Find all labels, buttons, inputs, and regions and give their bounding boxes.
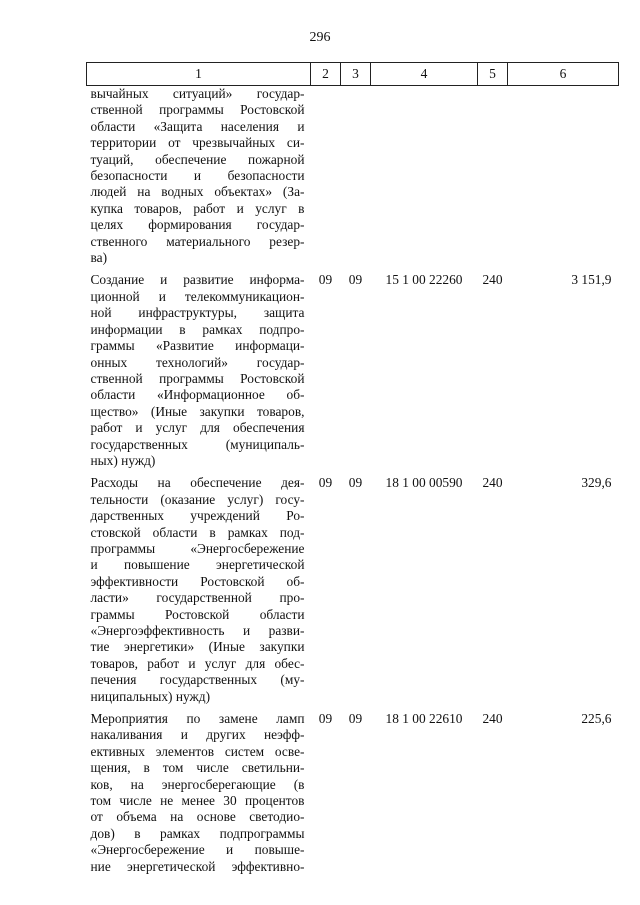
description-line: ственной программы Ростовской (90, 102, 305, 118)
description-line: «Энергоэффективность и разви- (90, 623, 305, 638)
description-line: Мероприятия по замене ламп (90, 711, 305, 727)
description-line: Расходы на обеспечение дея- (90, 475, 305, 491)
description-line: ственной программы Ростовской (90, 370, 305, 386)
column-number-header (87, 63, 619, 86)
page-number: 296 (309, 30, 331, 45)
description-line: ных) нужд) (90, 452, 156, 468)
column-header-6: 6 (508, 63, 619, 86)
subsection-code: 09 (348, 475, 363, 491)
target-article-code: 18 1 00 00590 (385, 475, 463, 491)
column-header-2: 2 (311, 63, 341, 86)
column-header-4: 4 (371, 63, 478, 86)
description-line: работ и услуг для обеспечения (90, 420, 305, 436)
expense-type-code: 240 (482, 711, 503, 727)
target-article-code: 15 1 00 22260 (385, 272, 463, 288)
table-row (87, 272, 619, 469)
amount: 3 151,9 (571, 272, 612, 288)
table-row (87, 475, 619, 705)
description-line: купка товаров, работ и услуг в (90, 200, 305, 216)
description-line: туаций, обеспечение пожарной (90, 151, 305, 167)
section-code: 09 (318, 711, 333, 727)
description-line: ционной и телекоммуникацион- (90, 288, 305, 304)
description-line: граммы Ростовской области (90, 606, 305, 622)
row-description (87, 711, 311, 875)
description-line: области «Информационное об- (90, 387, 305, 403)
description-line: том числе не менее 30 процентов (90, 793, 305, 809)
description-line: ков, на энергосберегающие (в (90, 776, 305, 792)
expense-type-code: 240 (482, 272, 503, 288)
section-code: 09 (318, 272, 333, 288)
description-line: тие энергетики» (Иные закупки (90, 639, 305, 655)
table-row (87, 86, 619, 267)
description-line: печения государственных (му- (90, 672, 305, 688)
subsection-code (341, 86, 371, 267)
budget-table (86, 62, 619, 875)
target-article-code (371, 86, 478, 267)
description-line: щения, в том числе светильни- (90, 760, 305, 776)
description-line: стовской области в рамках под- (90, 524, 305, 540)
description-line: безопасности и безопасности (90, 168, 305, 184)
subsection-code: 09 (348, 272, 363, 288)
column-header-1: 1 (87, 63, 311, 86)
row-description (87, 86, 311, 267)
description-line: щество» (Иные закупки товаров, (90, 403, 305, 419)
description-line: онных технологий» государ- (90, 354, 305, 370)
amount: 225,6 (581, 711, 612, 727)
description-line: ва) (90, 250, 108, 266)
description-line: ласти» государственной про- (90, 590, 305, 606)
row-description (87, 475, 311, 705)
description-line: ние энергетической эффективно- (90, 858, 305, 874)
expense-type-code: 240 (482, 475, 503, 491)
amount (508, 86, 619, 267)
description-line: дов) в рамках подпрограммы (90, 825, 305, 841)
description-line: области «Защита населения и (90, 118, 305, 134)
description-line: тельности (оказание услуг) госу- (90, 491, 305, 507)
description-line: ективных элементов систем осве- (90, 743, 305, 759)
expense-type-code (478, 86, 508, 267)
description-line: людей на водных объектах» (За- (90, 184, 305, 200)
description-line: ниципальных) нужд) (90, 688, 211, 704)
description-line: целях формирования государ- (90, 217, 305, 233)
description-line: от объема на основе светодио- (90, 809, 305, 825)
description-line: дарственных учреждений Ро- (90, 508, 305, 524)
description-line: Создание и развитие информа- (90, 272, 305, 288)
column-header-3: 3 (341, 63, 371, 86)
description-line: и повышение энергетической (90, 557, 305, 573)
section-code (311, 86, 341, 267)
amount: 329,6 (581, 475, 612, 491)
description-line: «Энергосбережение и повыше- (90, 842, 305, 858)
description-line: информации в рамках подпро- (90, 321, 305, 337)
description-line: ной инфраструктуры, защита (90, 305, 305, 321)
row-description (87, 272, 311, 469)
description-line: территории от чрезвычайных си- (90, 135, 305, 151)
subsection-code: 09 (348, 711, 363, 727)
section-code: 09 (318, 475, 333, 491)
description-line: вычайных ситуаций» государ- (90, 86, 305, 101)
description-line: программы «Энергосбережение (90, 540, 305, 556)
target-article-code: 18 1 00 22610 (385, 711, 463, 727)
description-line: граммы «Развитие информаци- (90, 338, 305, 354)
description-line: ственного материального резер- (90, 233, 305, 249)
table-row (87, 711, 619, 875)
description-line: товаров, работ и услуг для обес- (90, 655, 305, 671)
description-line: государственных (муниципаль- (90, 436, 305, 452)
description-line: эффективности Ростовской об- (90, 573, 305, 589)
column-header-5: 5 (478, 63, 508, 86)
description-line: накаливания и других неэфф- (90, 727, 305, 743)
